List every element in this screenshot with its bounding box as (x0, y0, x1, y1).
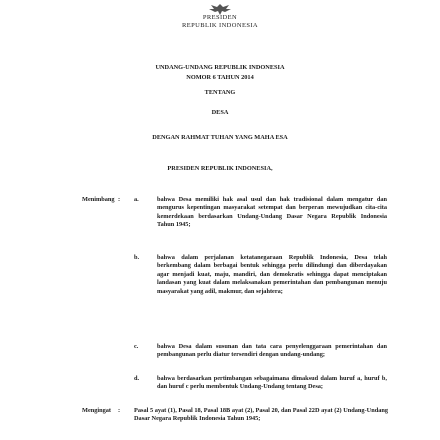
header-presiden: PRESIDEN (202, 14, 238, 21)
law-about: TENTANG (204, 89, 236, 96)
law-title: UNDANG-UNDANG REPUBLIK INDONESIA (155, 64, 285, 71)
law-subject: DESA (211, 109, 229, 116)
menimbang-colon: : (118, 196, 121, 203)
item-b-marker: b. (134, 254, 140, 261)
item-c-text: bahwa Desa dalam susunan dan tata cara penyelenggaraan pemerintahan dan pembangunan perlu diatur tersendiri dengan undang-undang; (157, 343, 387, 359)
mengingat-colon: : (118, 407, 121, 414)
item-c-marker: c. (134, 343, 139, 350)
item-b-text: bahwa dalam perjalanan ketatanegaraan Republik Indonesia, Desa telah berkembang dalam berbagai bentuk sehingga perlu dilindungi dan diberdayakan agar menjadi kuat, maju, mandiri, dan demokratis sehingga dapat menciptakan landasan yang kuat dalam melaksanakan pemerintahan dan pembangunan menuju masyarakat yang adil, makmur, dan sejahtera; (157, 254, 387, 295)
law-number: NOMOR 6 TAHUN 2014 (186, 74, 254, 81)
menimbang-label: Menimbang (82, 196, 115, 203)
item-d-text: bahwa berdasarkan pertimbangan sebagaimana dimaksud dalam huruf a, huruf b, dan huruf c perlu membentuk Undang-Undang tentang Desa; (157, 375, 387, 391)
item-d-marker: d. (134, 375, 140, 382)
blessing-line: DENGAN RAHMAT TUHAN YANG MAHA ESA (152, 134, 288, 141)
president-line: PRESIDEN REPUBLIK INDONESIA, (167, 165, 273, 172)
item-a-text: bahwa Desa memiliki hak asal usul dan hak tradisional dalam mengatur dan mengurus kepentingan masyarakat setempat dan berperan mewujudkan cita-cita kemerdekaan berdasarkan Undang-Undang Dasar Negara Republik Indonesia Tahun 1945; (157, 196, 387, 229)
item-a-marker: a. (134, 196, 139, 203)
mengingat-label: Mengingat (82, 407, 112, 414)
mengingat-text: Pasal 5 ayat (1), Pasal 18, Pasal 18B ayat (2), Pasal 20, dan Pasal 22D ayat (2) Undang-Undang Dasar Negara Republik Indonesia Tahun 1945; (134, 407, 388, 423)
header-republik: REPUBLIK INDONESIA (182, 22, 258, 29)
